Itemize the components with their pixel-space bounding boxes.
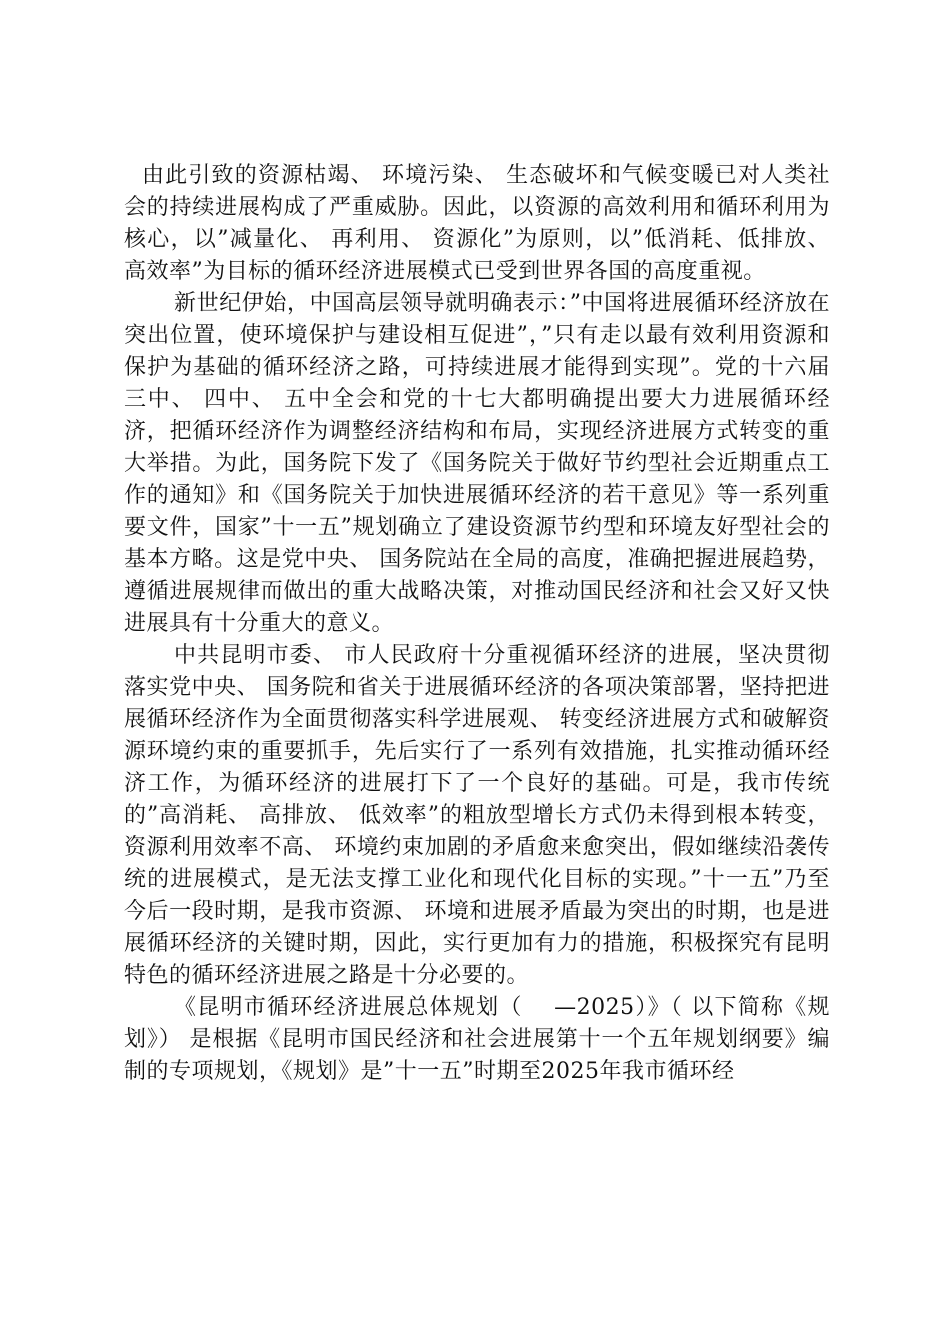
paragraph-3: 中共昆明市委、 市人民政府十分重视循环经济的进展，坚决贯彻落实党中央、 国务院和省关于进展循环经济的各项决策部署，坚持把进展循环经济作为全面贯彻落实科学进展观、 转变经济进展方式和破解资源环境约束的重要抓手，先后实行了一系列有效措施，扎实推动循环经济工作，为循环经济的进展打下了一个良好的基础。可是，我市传统的”高消耗、 高排放、 低效率”的粗放型增长方式仍未得到根本转变，资源利用效率不高、 环境约束加剧的矛盾愈来愈突出，假如继续沿袭传统的进展模式，是无法支撑工业化和现代化目标的实现。”十一五”乃至今后一段时期，是我市资源、 环境和进展矛盾最为突出的时期，也是进展循环经济的关键时期，因此，实行更加有力的措施，积极探究有昆明特色的循环经济进展之路是十分必要的。 <box>124 643 830 988</box>
paragraph-2: 新世纪伊始，中国高层领导就明确表示：”中国将进展循环经济放在突出位置，使环境保护与建设相互促进”，”只有走以最有效利用资源和保护为基础的循环经济之路，可持续进展才能得到实现”。党的十六届三中、 四中、 五中全会和党的十七大都明确提出要大力进展循环经济，把循环经济作为调整经济结构和布局，实现经济进展方式转变的重大举措。为此，国务院下发了《国务院关于做好节约型社会近期重点工作的通知》和《国务院关于加快进展循环经济的若干意见》等一系列重要文件，国家”十一五”规划确立了建设资源节约型和环境友好型社会的基本方略。这是党中央、 国务院站在全局的高度，准确把握进展趋势，遵循进展规律而做出的重大战略决策，对推动国民经济和社会又好又快进展具有十分重大的意义。 <box>124 291 830 636</box>
paragraph-4: 《昆明市循环经济进展总体规划（ —2025）》（ 以下简称《规划》） 是根据《昆明市国民经济和社会进展第十一个五年规划纲要》编制的专项规划，《规划》是”十一五”时期至2025年我市循环经 <box>124 995 830 1084</box>
document-body <box>124 160 830 1088</box>
paragraph-1: 由此引致的资源枯竭、 环境污染、 生态破坏和气候变暖已对人类社会的持续进展构成了严重威胁。因此，以资源的高效利用和循环利用为核心，以”减量化、 再利用、 资源化”为原则，以”低消耗、低排放、 高效率”为目标的循环经济进展模式已受到世界各国的高度重视。 <box>124 163 830 284</box>
